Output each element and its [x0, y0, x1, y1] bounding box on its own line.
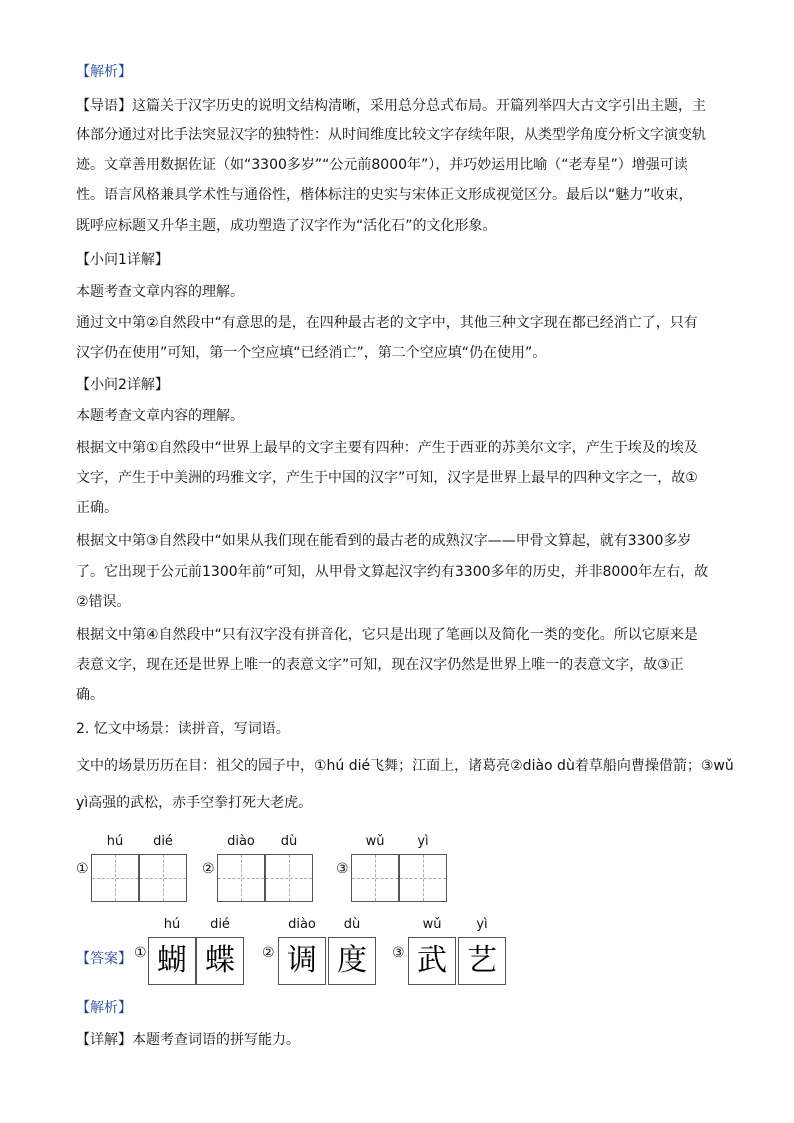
writing-cell[interactable]: [399, 854, 447, 902]
answer-group-3: [392, 915, 522, 985]
detail-line: 【详解】本题考查词语的拼写能力。: [76, 1032, 300, 1048]
grid-group-2: [202, 835, 322, 905]
grid-pinyin: dù: [280, 834, 298, 849]
answer-group-2: [262, 915, 392, 985]
question2-line-1: 文中的场景历历在目：祖父的园子中，①hú dié飞舞；江面上，诸葛亮②diào dù着草船向曹操借箭；③wǔ: [76, 758, 734, 774]
answer-number-2: ②: [262, 945, 275, 961]
answer-number-1: ①: [134, 945, 147, 961]
answer-number-3: ③: [392, 945, 405, 961]
grid-pinyin: yì: [417, 834, 429, 849]
guide-line-4: 性。语言风格兼具学术性与通俗性，楷体标注的史实与宋体正文形成视觉区分。最后以“魅力”收束，: [76, 187, 693, 203]
answer-pinyin: hú: [163, 917, 181, 932]
writing-cell[interactable]: [139, 854, 187, 902]
grid-number-3: ③: [336, 861, 349, 877]
q2-line-5: 根据文中第③自然段中“如果从我们现在能看到的最古老的成熟汉字——甲骨文算起，就有3300多岁: [76, 533, 692, 549]
writing-cell[interactable]: [351, 854, 399, 902]
q1-line-1: 本题考查文章内容的理解。: [76, 284, 244, 300]
answer-char: 武: [408, 937, 456, 985]
answer-pinyin: wǔ: [422, 917, 442, 932]
grid-number-2: ②: [202, 861, 215, 877]
answer-label: 【答案】: [76, 951, 132, 967]
q1-line-2: 通过文中第②自然段中“有意思的是，在四种最古老的文字中，其他三种文字现在都已经消亡了，只有: [76, 315, 698, 331]
q2-line-4: 正确。: [76, 500, 118, 516]
q2-line-3: 文字，产生于中美洲的玛雅文字，产生于中国的汉字”可知，汉字是世界上最早的四种文字之一，故①: [76, 470, 698, 486]
writing-cell[interactable]: [217, 854, 265, 902]
answer-pinyin: dù: [343, 917, 361, 932]
answer-pinyin: dié: [210, 917, 230, 932]
answer-char: 调: [278, 937, 326, 985]
answer-grid: [76, 915, 536, 990]
grid-pinyin: hú: [106, 834, 124, 849]
grid-pinyin: diào: [227, 834, 255, 849]
writing-cell[interactable]: [265, 854, 313, 902]
pinyin-writing-grid: [76, 835, 496, 905]
guide-line-2: 体部分通过对比手法突显汉字的独特性：从时间维度比较文字存续年限，从类型学角度分析文字演变轨: [76, 127, 706, 143]
q2-line-2: 根据文中第①自然段中“世界上最早的文字主要有四种：产生于西亚的苏美尔文字，产生于埃及的埃及: [76, 440, 698, 456]
guide-line-3: 迹。文章善用数据佐证（如“3300多岁”“公元前8000年”），并巧妙运用比喻（“老寿星”）增强可读: [76, 157, 688, 173]
answer-char: 度: [328, 937, 376, 985]
q2-line-10: 确。: [76, 687, 104, 703]
answer-char: 蝶: [196, 937, 244, 985]
answer-group-1: [134, 915, 264, 985]
q2-line-7: ②错误。: [76, 594, 131, 610]
q2-line-8: 根据文中第④自然段中“只有汉字没有拼音化，它只是出现了笔画以及简化一类的变化。所以它原来是: [76, 627, 698, 643]
q1-line-3: 汉字仍在使用”可知，第一个空应填“已经消亡”，第二个空应填“仍在使用”。: [76, 345, 547, 361]
q1-heading: 【小问1详解】: [76, 252, 169, 268]
question2-line-2: yì高强的武松，赤手空拳打死大老虎。: [76, 795, 313, 811]
grid-group-1: [76, 835, 196, 905]
grid-pinyin: dié: [153, 834, 173, 849]
grid-number-1: ①: [76, 861, 89, 877]
writing-cell[interactable]: [91, 854, 139, 902]
grid-pinyin: wǔ: [365, 834, 385, 849]
answer-pinyin: diào: [288, 917, 316, 932]
q2-line-9: 表意文字，现在还是世界上唯一的表意文字”可知，现在汉字仍然是世界上唯一的表意文字，故③正: [76, 657, 684, 673]
q2-heading: 【小问2详解】: [76, 377, 169, 393]
answer-char: 艺: [458, 937, 506, 985]
analysis-heading: 【解析】: [76, 64, 132, 80]
grid-group-3: [336, 835, 456, 905]
q2-line-6: 了。它出现于公元前1300年前”可知，从甲骨文算起汉字约有3300多年的历史，并非8000年左右，故: [76, 564, 709, 580]
answer-pinyin: yì: [476, 917, 488, 932]
analysis-heading-2: 【解析】: [76, 1000, 132, 1016]
question2-title: 2. 忆文中场景：读拼音，写词语。: [76, 721, 290, 737]
guide-line-1: 【导语】这篇关于汉字历史的说明文结构清晰，采用总分总式布局。开篇列举四大古文字引出主题，主: [76, 98, 706, 114]
guide-line-5: 既呼应标题又升华主题，成功塑造了汉字作为“活化石”的文化形象。: [76, 218, 497, 234]
answer-char: 蝴: [148, 937, 196, 985]
q2-line-1: 本题考查文章内容的理解。: [76, 408, 244, 424]
